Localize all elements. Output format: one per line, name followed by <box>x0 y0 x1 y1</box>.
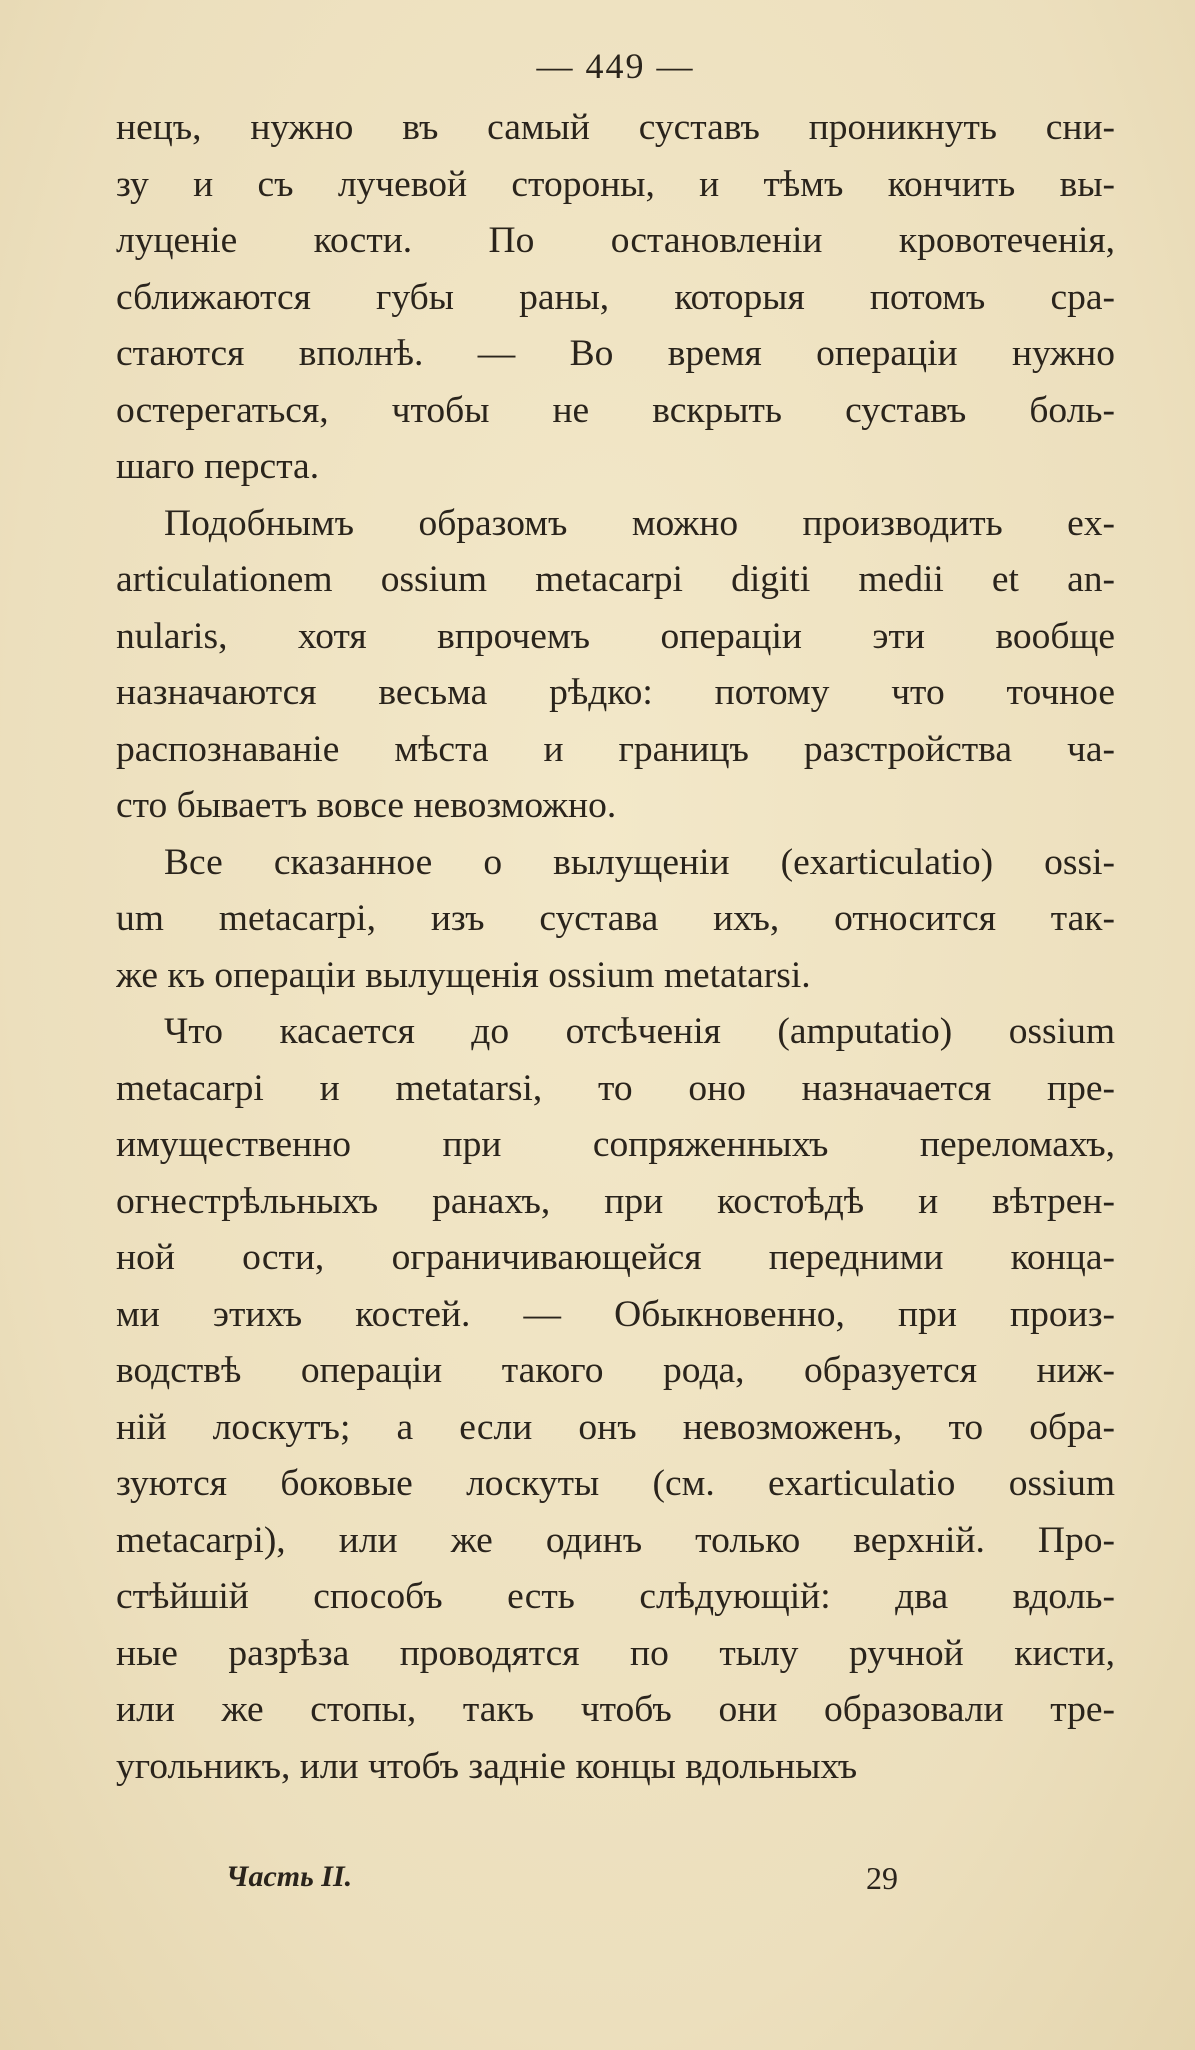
text-line: водствѣ операціи такого рода, образуется ниж- <box>116 1350 1115 1391</box>
text-line: ной ости, ограничивающейся передними конца- <box>116 1237 1115 1278</box>
text-line: или же стопы, такъ чтобъ они образовали тре- <box>116 1689 1115 1730</box>
text-line: зуются боковые лоскуты (см. exarticulatio ossium <box>116 1463 1115 1504</box>
text-line: сближаются губы раны, которыя потомъ сра- <box>116 276 1115 318</box>
text-line: имущественно при сопряженныхъ переломахъ, <box>116 1124 1115 1165</box>
text-line: Все сказанное о вылущеніи (exarticulatio) ossi- <box>164 841 1115 883</box>
paragraph <box>116 100 1115 496</box>
text-line: луценіе кости. По остановленіи кровотеченія, <box>116 220 1115 261</box>
text-line: articulationem ossium metacarpi digiti medii et an- <box>116 559 1115 600</box>
text-line: шаго перста. <box>116 446 320 487</box>
text-line: стѣйшій способъ есть слѣдующій: два вдоль- <box>116 1576 1115 1617</box>
text-line: ній лоскутъ; а если онъ невозможенъ, то обра- <box>116 1406 1115 1448</box>
text-line: metacarpi), или же одинъ только верхній. Про- <box>116 1519 1115 1561</box>
text-line: остерегаться, чтобы не вскрыть суставъ боль- <box>116 389 1115 431</box>
text-line: metacarpi и metatarsi, то оно назначается пре- <box>116 1067 1115 1109</box>
paragraph <box>116 835 1115 1005</box>
paragraph <box>116 496 1115 835</box>
text-line: распознаваніе мѣста и границъ разстройства ча- <box>116 728 1115 770</box>
body-text <box>116 100 1115 1795</box>
text-line: назначаются весьма рѣдко: потому что точное <box>116 672 1115 713</box>
text-line: ми этихъ костей. — Обыкновенно, при произ- <box>116 1293 1115 1335</box>
text-line: Подобнымъ образомъ можно производить ex- <box>164 502 1115 544</box>
footer-part-label: Часть II. <box>226 1860 353 1893</box>
page-footer <box>226 1860 1115 1904</box>
text-line: Что касается до отсѣченія (amputatio) ossium <box>164 1011 1115 1052</box>
text-line: нецъ, нужно въ самый суставъ проникнуть сни- <box>116 107 1115 148</box>
paragraph <box>116 1004 1115 1795</box>
text-line: стаются вполнѣ. — Во время операціи нужно <box>116 333 1115 374</box>
text-line: nularis, хотя впрочемъ операціи эти вообще <box>116 615 1115 657</box>
text-line: зу и съ лучевой стороны, и тѣмъ кончить вы- <box>116 163 1115 205</box>
page-number: — 449 — <box>536 46 695 86</box>
text-line: угольникъ, или чтобъ задніе концы вдольныхъ <box>116 1745 858 1787</box>
text-line: ные разрѣза проводятся по тылу ручной кисти, <box>116 1632 1115 1674</box>
text-line: um metacarpi, изъ сустава ихъ, относится так- <box>116 898 1115 939</box>
text-line: огнестрѣльныхъ ранахъ, при костоѣдѣ и вѣтрен- <box>116 1180 1115 1222</box>
text-line: же къ операціи вылущенія ossium metatarsi. <box>116 954 811 996</box>
footer-signature-number: 29 <box>866 1860 898 1896</box>
text-line: сто бываетъ вовсе невозможно. <box>116 785 617 826</box>
